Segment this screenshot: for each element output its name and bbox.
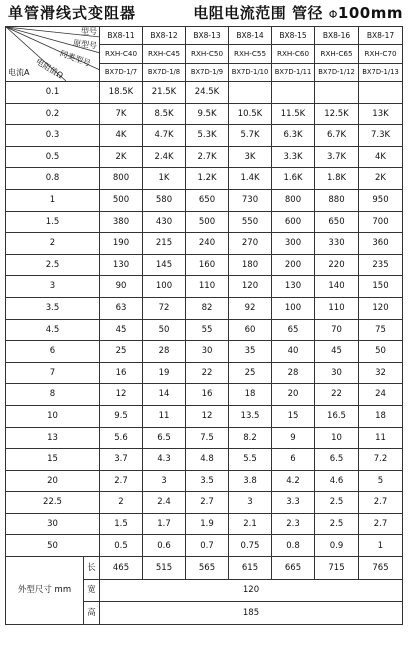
table-row xyxy=(6,492,403,514)
table-row xyxy=(6,254,403,276)
table-row xyxy=(6,82,403,104)
model-cell-2: BX8-12 xyxy=(143,27,186,45)
dimension-label: 外型尺寸 mm xyxy=(6,557,84,625)
resistance-cell: 30 xyxy=(315,362,359,384)
resistance-cell: 215 xyxy=(143,233,186,255)
resistance-cell: 160 xyxy=(186,254,229,276)
resistance-cell: 50 xyxy=(143,319,186,341)
resistance-cell: 1K xyxy=(143,168,186,190)
header-corner xyxy=(6,27,100,82)
resistance-cell: 90 xyxy=(100,276,143,298)
current-cell: 50 xyxy=(6,535,100,557)
resistance-cell: 2K xyxy=(100,146,143,168)
page-title: 单管滑线式变阻器 xyxy=(8,4,137,22)
model-cell-1: BX8-11 xyxy=(100,27,143,45)
subtitle-size: 100mm xyxy=(337,4,403,22)
resistance-cell: 16.5 xyxy=(315,405,359,427)
diameter-symbol: Φ xyxy=(328,8,338,21)
similar-model-cell-1: BX7D-1/7 xyxy=(100,63,143,81)
resistance-cell: 550 xyxy=(229,211,272,233)
resistance-cell: 2.3 xyxy=(272,513,315,535)
resistance-cell: 300 xyxy=(272,233,315,255)
similar-model-cell-4: BX7D-1/10 xyxy=(229,63,272,81)
subtitle-text: 电阻电流范围 管径 xyxy=(193,4,324,22)
resistance-cell: 24.5K xyxy=(186,82,229,104)
corner-model-label: 型号 xyxy=(81,27,97,36)
similar-model-cell-5: BX7D-1/11 xyxy=(272,63,315,81)
model-cell-5: BX8-15 xyxy=(272,27,315,45)
resistance-cell: 11.5K xyxy=(272,103,315,125)
length-cell: 715 xyxy=(315,557,359,580)
table-row xyxy=(6,384,403,406)
resistance-cell: 12.5K xyxy=(315,103,359,125)
resistance-cell: 4.6 xyxy=(315,470,359,492)
resistance-cell: 700 xyxy=(359,211,403,233)
resistance-cell: 1.5 xyxy=(100,513,143,535)
resistance-cell: 32 xyxy=(359,362,403,384)
resistance-cell: 110 xyxy=(315,297,359,319)
resistance-cell: 180 xyxy=(229,254,272,276)
length-cell: 665 xyxy=(272,557,315,580)
resistance-cell: 82 xyxy=(186,297,229,319)
length-cell: 515 xyxy=(143,557,186,580)
length-label: 长 xyxy=(84,557,100,580)
table-row xyxy=(6,470,403,492)
resistance-cell: 15 xyxy=(272,405,315,427)
resistance-cell: 120 xyxy=(359,297,403,319)
resistance-cell: 1.2K xyxy=(186,168,229,190)
resistance-cell: 12 xyxy=(186,405,229,427)
orig-model-cell-2: RXH-C45 xyxy=(143,45,186,63)
table-row xyxy=(6,276,403,298)
resistance-cell: 270 xyxy=(229,233,272,255)
resistance-cell: 4K xyxy=(100,125,143,147)
current-cell: 22.5 xyxy=(6,492,100,514)
current-cell: 1.5 xyxy=(6,211,100,233)
resistance-cell: 18.5K xyxy=(100,82,143,104)
resistance-cell: 100 xyxy=(143,276,186,298)
resistance-cell xyxy=(229,82,272,104)
resistance-cell: 4.8 xyxy=(186,449,229,471)
table-row xyxy=(6,233,403,255)
resistance-cell: 6 xyxy=(272,449,315,471)
resistance-cell: 72 xyxy=(143,297,186,319)
resistance-cell: 330 xyxy=(315,233,359,255)
resistance-cell: 2.7K xyxy=(186,146,229,168)
similar-model-cell-2: BX7D-1/8 xyxy=(143,63,186,81)
corner-current-label: 电流A xyxy=(8,68,30,77)
resistance-cell: 24 xyxy=(359,384,403,406)
resistance-cell: 380 xyxy=(100,211,143,233)
resistance-cell: 11 xyxy=(359,427,403,449)
dimension-length-row xyxy=(6,557,403,580)
resistance-cell: 650 xyxy=(315,211,359,233)
resistance-cell: 0.7 xyxy=(186,535,229,557)
resistance-cell: 35 xyxy=(229,341,272,363)
height-value: 185 xyxy=(100,602,403,625)
similar-model-cell-6: BX7D-1/12 xyxy=(315,63,359,81)
resistance-cell: 430 xyxy=(143,211,186,233)
table-row xyxy=(6,449,403,471)
resistance-cell: 13K xyxy=(359,103,403,125)
current-cell: 3 xyxy=(6,276,100,298)
resistance-cell: 8.2 xyxy=(229,427,272,449)
resistance-cell: 14 xyxy=(143,384,186,406)
similar-model-cell-3: BX7D-1/9 xyxy=(186,63,229,81)
width-value: 120 xyxy=(100,579,403,602)
resistance-cell: 28 xyxy=(272,362,315,384)
table-row xyxy=(6,297,403,319)
orig-model-cell-4: RXH-C55 xyxy=(229,45,272,63)
resistance-cell: 3.7K xyxy=(315,146,359,168)
resistance-cell: 650 xyxy=(186,189,229,211)
resistance-cell xyxy=(315,82,359,104)
resistance-cell: 65 xyxy=(272,319,315,341)
resistance-cell: 92 xyxy=(229,297,272,319)
model-cell-7: BX8-17 xyxy=(359,27,403,45)
resistance-cell: 4.3 xyxy=(143,449,186,471)
current-cell: 0.8 xyxy=(6,168,100,190)
resistance-cell: 240 xyxy=(186,233,229,255)
current-cell: 13 xyxy=(6,427,100,449)
orig-model-cell-3: RXH-C50 xyxy=(186,45,229,63)
resistance-cell: 70 xyxy=(315,319,359,341)
table-row xyxy=(6,341,403,363)
resistance-cell: 7.2 xyxy=(359,449,403,471)
resistance-cell: 880 xyxy=(315,189,359,211)
table-row xyxy=(6,146,403,168)
resistance-cell: 3.3K xyxy=(272,146,315,168)
resistance-cell: 220 xyxy=(315,254,359,276)
spec-table xyxy=(5,26,403,625)
corner-similar-model-label: 同类型号 xyxy=(58,48,92,69)
current-cell: 0.2 xyxy=(6,103,100,125)
resistance-cell: 2.4 xyxy=(143,492,186,514)
resistance-cell: 9.5 xyxy=(100,405,143,427)
resistance-cell: 3 xyxy=(229,492,272,514)
resistance-cell: 2.7 xyxy=(359,492,403,514)
resistance-cell: 5.7K xyxy=(229,125,272,147)
resistance-cell: 0.6 xyxy=(143,535,186,557)
resistance-cell: 3.3 xyxy=(272,492,315,514)
orig-model-cell-6: RXH-C65 xyxy=(315,45,359,63)
resistance-cell: 1.9 xyxy=(186,513,229,535)
table-row xyxy=(6,168,403,190)
resistance-cell: 3.8 xyxy=(229,470,272,492)
resistance-cell: 45 xyxy=(100,319,143,341)
current-cell: 20 xyxy=(6,470,100,492)
resistance-cell: 140 xyxy=(315,276,359,298)
resistance-cell: 55 xyxy=(186,319,229,341)
resistance-cell: 6.3K xyxy=(272,125,315,147)
similar-model-cell-7: BX7D-1/13 xyxy=(359,63,403,81)
resistance-cell: 4.2 xyxy=(272,470,315,492)
current-cell: 0.3 xyxy=(6,125,100,147)
resistance-cell: 25 xyxy=(100,341,143,363)
resistance-cell: 1.7 xyxy=(143,513,186,535)
resistance-cell: 22 xyxy=(186,362,229,384)
model-cell-6: BX8-16 xyxy=(315,27,359,45)
resistance-cell: 2.7 xyxy=(359,513,403,535)
length-cell: 565 xyxy=(186,557,229,580)
model-cell-3: BX8-13 xyxy=(186,27,229,45)
resistance-cell: 16 xyxy=(186,384,229,406)
resistance-cell: 1.8K xyxy=(315,168,359,190)
resistance-cell: 2.7 xyxy=(100,470,143,492)
resistance-cell: 5.6 xyxy=(100,427,143,449)
orig-model-cell-1: RXH-C40 xyxy=(100,45,143,63)
resistance-cell: 2.5 xyxy=(315,513,359,535)
length-cell: 615 xyxy=(229,557,272,580)
resistance-cell: 110 xyxy=(186,276,229,298)
model-row xyxy=(6,27,403,45)
table-row xyxy=(6,125,403,147)
corner-orig-model-label: 原型号 xyxy=(72,38,98,51)
resistance-cell: 19 xyxy=(143,362,186,384)
resistance-cell: 500 xyxy=(186,211,229,233)
resistance-cell: 800 xyxy=(272,189,315,211)
resistance-cell: 2 xyxy=(100,492,143,514)
resistance-cell: 25 xyxy=(229,362,272,384)
resistance-cell: 6.5 xyxy=(143,427,186,449)
resistance-cell: 0.75 xyxy=(229,535,272,557)
resistance-cell: 200 xyxy=(272,254,315,276)
resistance-cell: 7.5 xyxy=(186,427,229,449)
resistance-cell: 3 xyxy=(143,470,186,492)
table-row xyxy=(6,103,403,125)
resistance-cell: 6.7K xyxy=(315,125,359,147)
model-cell-4: BX8-14 xyxy=(229,27,272,45)
resistance-cell: 730 xyxy=(229,189,272,211)
resistance-cell: 2.4K xyxy=(143,146,186,168)
resistance-cell: 22 xyxy=(315,384,359,406)
table-row xyxy=(6,362,403,384)
resistance-cell: 5.5 xyxy=(229,449,272,471)
length-cell: 765 xyxy=(359,557,403,580)
current-cell: 6 xyxy=(6,341,100,363)
resistance-cell: 5 xyxy=(359,470,403,492)
current-cell: 7 xyxy=(6,362,100,384)
resistance-cell: 145 xyxy=(143,254,186,276)
resistance-cell: 13.5 xyxy=(229,405,272,427)
resistance-cell: 0.8 xyxy=(272,535,315,557)
resistance-cell: 75 xyxy=(359,319,403,341)
resistance-cell: 190 xyxy=(100,233,143,255)
resistance-cell: 4.7K xyxy=(143,125,186,147)
table-row xyxy=(6,319,403,341)
resistance-cell: 60 xyxy=(229,319,272,341)
current-cell: 2 xyxy=(6,233,100,255)
current-cell: 30 xyxy=(6,513,100,535)
height-label: 高 xyxy=(84,602,100,625)
resistance-cell: 1.4K xyxy=(229,168,272,190)
resistance-cell: 1.6K xyxy=(272,168,315,190)
resistance-cell: 12 xyxy=(100,384,143,406)
current-cell: 10 xyxy=(6,405,100,427)
resistance-cell: 130 xyxy=(272,276,315,298)
resistance-cell: 800 xyxy=(100,168,143,190)
table-row xyxy=(6,513,403,535)
resistance-cell: 20 xyxy=(272,384,315,406)
current-cell: 4.5 xyxy=(6,319,100,341)
resistance-cell: 9 xyxy=(272,427,315,449)
resistance-cell: 2K xyxy=(359,168,403,190)
orig-model-cell-5: RXH-C60 xyxy=(272,45,315,63)
resistance-cell: 40 xyxy=(272,341,315,363)
table-row xyxy=(6,535,403,557)
resistance-cell: 28 xyxy=(143,341,186,363)
current-cell: 3.5 xyxy=(6,297,100,319)
resistance-cell: 5.3K xyxy=(186,125,229,147)
resistance-cell: 580 xyxy=(143,189,186,211)
corner-resistance-label: 电阻值Ω xyxy=(34,56,65,81)
current-cell: 8 xyxy=(6,384,100,406)
resistance-cell xyxy=(359,82,403,104)
resistance-cell: 16 xyxy=(100,362,143,384)
width-label: 宽 xyxy=(84,579,100,602)
current-cell: 15 xyxy=(6,449,100,471)
current-cell: 0.5 xyxy=(6,146,100,168)
resistance-cell: 3.7 xyxy=(100,449,143,471)
resistance-cell: 18 xyxy=(229,384,272,406)
current-cell: 0.1 xyxy=(6,82,100,104)
resistance-cell: 500 xyxy=(100,189,143,211)
resistance-cell: 50 xyxy=(359,341,403,363)
resistance-cell: 950 xyxy=(359,189,403,211)
resistance-cell: 10.5K xyxy=(229,103,272,125)
resistance-cell: 45 xyxy=(315,341,359,363)
resistance-cell: 2.7 xyxy=(186,492,229,514)
current-cell: 2.5 xyxy=(6,254,100,276)
length-cell: 465 xyxy=(100,557,143,580)
resistance-cell: 11 xyxy=(143,405,186,427)
resistance-cell: 130 xyxy=(100,254,143,276)
table-row xyxy=(6,211,403,233)
resistance-cell: 21.5K xyxy=(143,82,186,104)
resistance-cell: 0.9 xyxy=(315,535,359,557)
resistance-cell: 235 xyxy=(359,254,403,276)
resistance-cell: 360 xyxy=(359,233,403,255)
resistance-cell: 6.5 xyxy=(315,449,359,471)
orig-model-cell-7: RXH-C70 xyxy=(359,45,403,63)
resistance-cell: 150 xyxy=(359,276,403,298)
resistance-cell: 2.1 xyxy=(229,513,272,535)
resistance-cell: 30 xyxy=(186,341,229,363)
resistance-cell: 2.5 xyxy=(315,492,359,514)
table-row xyxy=(6,189,403,211)
resistance-cell: 0.5 xyxy=(100,535,143,557)
resistance-cell: 63 xyxy=(100,297,143,319)
resistance-cell: 100 xyxy=(272,297,315,319)
resistance-cell: 7.3K xyxy=(359,125,403,147)
resistance-cell: 1 xyxy=(359,535,403,557)
resistance-cell: 3K xyxy=(229,146,272,168)
resistance-cell: 7K xyxy=(100,103,143,125)
resistance-cell: 600 xyxy=(272,211,315,233)
title-row xyxy=(0,0,409,24)
resistance-cell xyxy=(272,82,315,104)
page-subtitle xyxy=(193,2,403,23)
resistance-cell: 120 xyxy=(229,276,272,298)
resistance-cell: 8.5K xyxy=(143,103,186,125)
resistance-cell: 9.5K xyxy=(186,103,229,125)
resistance-cell: 18 xyxy=(359,405,403,427)
current-cell: 1 xyxy=(6,189,100,211)
resistance-cell: 10 xyxy=(315,427,359,449)
resistance-cell: 4K xyxy=(359,146,403,168)
table-row xyxy=(6,405,403,427)
table-row xyxy=(6,427,403,449)
resistance-cell: 3.5 xyxy=(186,470,229,492)
